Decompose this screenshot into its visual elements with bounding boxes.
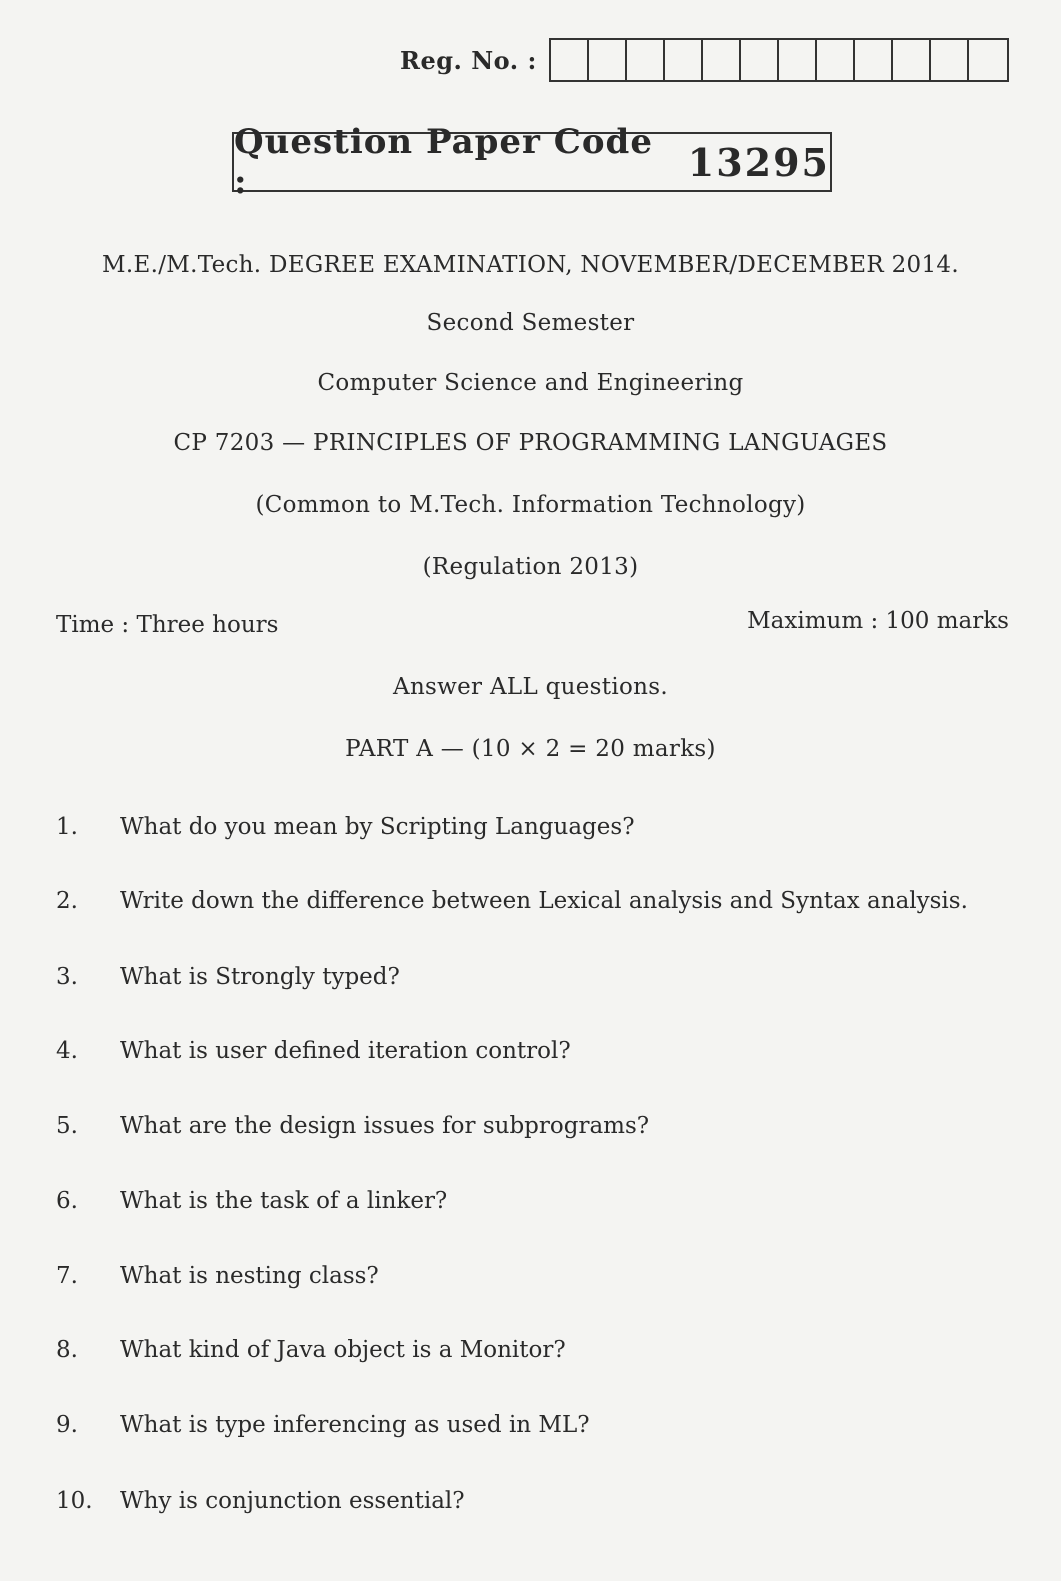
reg-label: Reg. No. : [400, 45, 537, 75]
regulation: (Regulation 2013) [422, 554, 639, 580]
semester: Second Semester [426, 310, 635, 336]
question-number: 5. [56, 1113, 78, 1139]
reg-number-block [400, 38, 1009, 82]
reg-digit-box[interactable] [855, 40, 893, 80]
question-item [56, 1188, 1021, 1214]
question-number: 6. [56, 1188, 78, 1214]
question-number: 7. [56, 1263, 78, 1289]
reg-digit-box[interactable] [779, 40, 817, 80]
question-text: What is Strongly typed? [120, 964, 400, 990]
question-paper-code [232, 122, 832, 202]
exam-title: M.E./M.Tech. DEGREE EXAMINATION, NOVEMBER/DECEMBER 2014. [102, 252, 959, 278]
reg-number-boxes[interactable] [549, 38, 1009, 82]
question-item [56, 1337, 1021, 1363]
reg-digit-box[interactable] [589, 40, 627, 80]
question-item [56, 814, 1021, 840]
question-number: 2. [56, 888, 78, 914]
question-number: 10. [56, 1488, 93, 1514]
question-item [56, 1263, 1021, 1289]
question-item [56, 1113, 1021, 1139]
question-text: What is nesting class? [120, 1263, 379, 1289]
question-item [56, 1038, 1021, 1064]
reg-digit-box[interactable] [703, 40, 741, 80]
question-item [56, 964, 1021, 990]
question-text: What are the design issues for subprograms? [120, 1113, 650, 1139]
time-allowed: Time : Three hours [56, 612, 279, 638]
question-number: 9. [56, 1412, 78, 1438]
reg-digit-box[interactable] [665, 40, 703, 80]
question-text: What is user defined iteration control? [120, 1038, 571, 1064]
question-item [56, 888, 1021, 914]
question-number: 4. [56, 1038, 78, 1064]
reg-digit-box[interactable] [969, 40, 1007, 80]
code-label: Question Paper Code : [234, 122, 653, 202]
question-item [56, 1412, 1021, 1438]
instruction: Answer ALL questions. [393, 674, 668, 700]
question-text: Write down the difference between Lexical analysis and Syntax analysis. [120, 888, 968, 914]
question-item [56, 1488, 1021, 1514]
question-text: What is type inferencing as used in ML? [120, 1412, 590, 1438]
reg-digit-box[interactable] [931, 40, 969, 80]
maximum-marks: Maximum : 100 marks [747, 608, 1009, 634]
question-text: What is the task of a linker? [120, 1188, 448, 1214]
question-text: What do you mean by Scripting Languages? [120, 814, 635, 840]
reg-digit-box[interactable] [551, 40, 589, 80]
question-number: 1. [56, 814, 78, 840]
common-to: (Common to M.Tech. Information Technology) [255, 492, 806, 518]
question-text: Why is conjunction essential? [120, 1488, 465, 1514]
reg-digit-box[interactable] [817, 40, 855, 80]
course-title: CP 7203 — PRINCIPLES OF PROGRAMMING LANGUAGES [173, 430, 888, 456]
code-value: 13295 [687, 139, 830, 185]
reg-digit-box[interactable] [627, 40, 665, 80]
department: Computer Science and Engineering [317, 370, 744, 396]
question-number: 3. [56, 964, 78, 990]
question-number: 8. [56, 1337, 78, 1363]
question-text: What kind of Java object is a Monitor? [120, 1337, 566, 1363]
part-heading: PART A — (10 × 2 = 20 marks) [345, 736, 716, 762]
reg-digit-box[interactable] [893, 40, 931, 80]
reg-digit-box[interactable] [741, 40, 779, 80]
